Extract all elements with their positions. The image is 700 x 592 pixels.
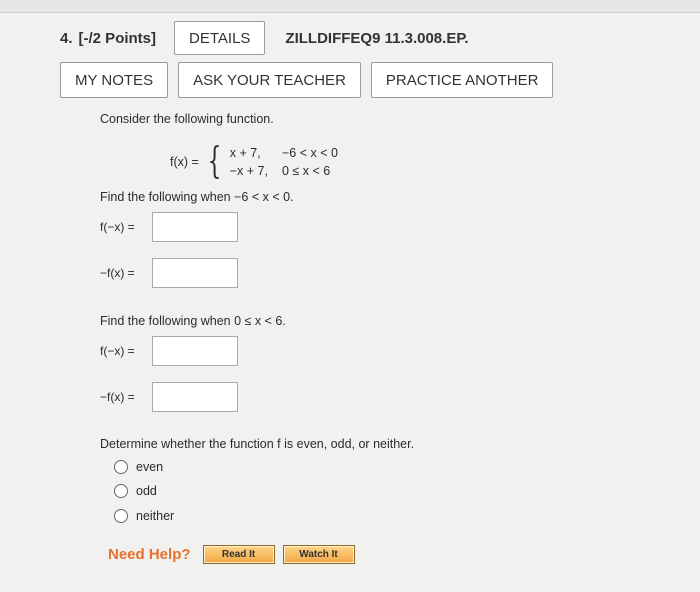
answer-label: f(−x) = [100,344,135,358]
my-notes-button[interactable]: MY NOTES [60,62,168,98]
radio-button[interactable] [114,484,128,498]
action-bar [60,62,553,98]
top-border [0,0,700,13]
question-header [60,20,469,56]
help-section [108,545,363,564]
watch-it-button[interactable]: Watch It [283,545,355,564]
answer-input-f-neg-x-1[interactable] [152,212,238,242]
answer-row-neg-f-x-1 [100,258,238,288]
option-label: odd [136,484,157,498]
piecewise-function [170,141,338,182]
answer-input-neg-f-x-1[interactable] [152,258,238,288]
answer-input-f-neg-x-2[interactable] [152,336,238,366]
case2-expression: −x + 7, [229,164,268,178]
determine-prompt: Determine whether the function f is even, odd, or neither. [100,437,415,451]
left-brace: { [207,141,222,182]
answer-label: −f(x) = [100,390,135,404]
option-label: neither [136,509,175,523]
question-code: ZILLDIFFEQ9 11.3.008.EP. [285,29,469,47]
problem-intro: Consider the following function. [100,112,274,126]
function-cases [230,146,338,178]
option-neither[interactable] [114,509,174,523]
case2-condition: 0 ≤ x < 6 [281,164,331,178]
details-button[interactable]: DETAILS [174,21,265,55]
option-label: even [136,460,164,474]
question-number: 4. [60,29,73,47]
radio-button[interactable] [114,509,128,523]
answer-input-neg-f-x-2[interactable] [152,382,238,412]
case1-condition: −6 < x < 0 [281,146,338,160]
answer-label: −f(x) = [100,266,135,280]
option-odd[interactable] [114,484,157,498]
answer-label: f(−x) = [100,220,135,234]
find-prompt-1: Find the following when −6 < x < 0. [100,190,294,204]
answer-row-f-neg-x-2 [100,336,238,366]
ask-teacher-button[interactable]: ASK YOUR TEACHER [178,62,361,98]
find-prompt-2: Find the following when 0 ≤ x < 6. [100,314,286,328]
function-name: f(x) = [170,155,199,169]
need-help-title: Need Help? [108,546,191,563]
radio-button[interactable] [114,460,128,474]
answer-row-neg-f-x-2 [100,382,238,412]
read-it-button[interactable]: Read It [203,545,275,564]
practice-another-button[interactable]: PRACTICE ANOTHER [371,62,554,98]
question-points: [-/2 Points] [78,29,157,47]
option-even[interactable] [114,460,163,474]
case1-expression: x + 7, [229,146,261,160]
answer-row-f-neg-x-1 [100,212,238,242]
